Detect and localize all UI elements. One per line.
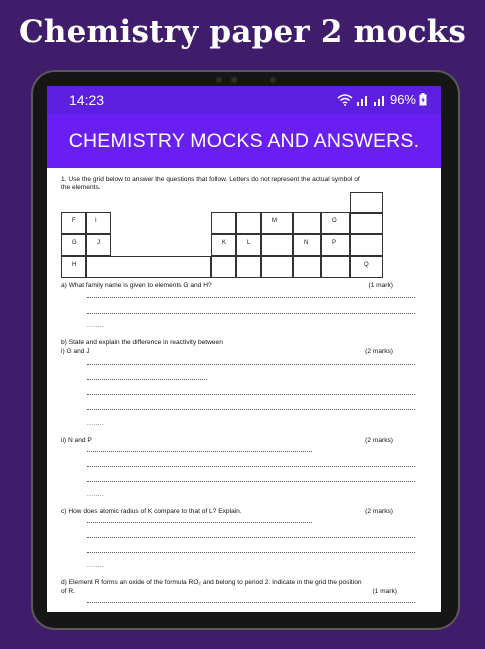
question-c-mark: (2 marks) <box>365 508 393 515</box>
question-a-mark: (1 mark) <box>368 282 393 289</box>
question-b-mark: (2 marks) <box>365 348 393 355</box>
document-page[interactable] <box>47 168 441 612</box>
answer-line <box>87 481 415 482</box>
grid-cell <box>321 212 350 234</box>
question-b-part-i: i) G and J <box>61 348 90 355</box>
answer-line <box>87 522 312 523</box>
grid-cell <box>61 212 86 234</box>
camera-icon <box>231 77 237 83</box>
app-title: CHEMISTRY MOCKS AND ANSWERS. <box>68 130 420 152</box>
question-d-text: d) Element R forms an oxide of the formula RO₂ and belong to period 2. Indicate in the grid the position <box>61 579 362 586</box>
battery-percent: 96% <box>389 92 416 107</box>
grid-cell <box>261 234 293 256</box>
answer-line <box>87 364 415 365</box>
answer-line <box>87 297 415 298</box>
question-c-text: c) How does atomic radius of K compare to that of L? Explain. <box>61 508 242 515</box>
grid-cell <box>261 256 293 278</box>
sensor-icon <box>270 77 276 83</box>
question-b-part-ii: ii) N and P <box>61 437 92 444</box>
grid-cell-top-right <box>350 192 383 214</box>
answer-ellipsis: ........ <box>87 421 105 427</box>
element-l: L <box>247 240 251 246</box>
element-f: F <box>72 218 76 224</box>
element-i: I <box>95 218 97 224</box>
promo-title: Chemistry paper 2 mocks <box>19 14 466 50</box>
element-n: N <box>304 240 309 246</box>
answer-line <box>87 394 415 395</box>
camera-icon <box>216 77 222 83</box>
answer-line <box>87 537 415 538</box>
element-g: G <box>72 240 77 246</box>
element-o: O <box>332 218 337 224</box>
element-j: J <box>97 240 100 246</box>
question-d-mark: (1 mark) <box>372 588 397 595</box>
grid-cell <box>321 256 350 278</box>
question-b-text: b) State and explain the difference in reactivity between <box>61 339 223 346</box>
grid-cell <box>350 256 383 278</box>
grid-cell <box>261 212 293 234</box>
answer-line <box>87 409 415 410</box>
element-p: P <box>332 240 337 246</box>
question-b2-mark: (2 marks) <box>365 437 393 444</box>
grid-cell <box>61 234 86 256</box>
grid-cell <box>211 212 236 234</box>
element-h: H <box>72 262 77 268</box>
element-q: Q <box>364 262 369 268</box>
answer-line <box>87 602 415 603</box>
grid-cell <box>61 256 86 278</box>
answer-line <box>87 466 415 467</box>
question-d-text-line2: of R. <box>61 588 75 595</box>
grid-cell <box>86 212 111 234</box>
device-screen <box>47 86 441 612</box>
answer-ellipsis: ........ <box>87 323 105 329</box>
grid-cell <box>236 256 261 278</box>
status-time: 14:23 <box>69 92 105 108</box>
answer-ellipsis: ........ <box>87 492 105 498</box>
grid-cell-gap <box>86 256 211 278</box>
grid-cell <box>293 212 321 234</box>
grid-cell <box>321 234 350 256</box>
question-intro-line2: the elements. <box>61 184 101 191</box>
element-k: K <box>222 240 227 246</box>
answer-ellipsis: ........ <box>87 563 105 569</box>
wifi-icon <box>337 94 353 106</box>
grid-cell <box>293 234 321 256</box>
grid-cell <box>86 234 111 256</box>
question-a-text: a) What family name is given to elements G and H? <box>61 282 212 289</box>
answer-line <box>87 552 415 553</box>
status-icons <box>337 92 427 107</box>
app-bar <box>47 114 441 168</box>
grid-cell <box>350 212 383 234</box>
signal-icon <box>373 94 387 106</box>
battery-icon <box>419 93 427 106</box>
status-bar <box>47 86 441 114</box>
answer-line <box>87 313 415 314</box>
answer-line <box>87 379 207 380</box>
grid-cell <box>293 256 321 278</box>
grid-cell <box>211 256 236 278</box>
signal-icon <box>356 94 370 106</box>
grid-cell <box>211 234 236 256</box>
grid-cell <box>350 234 383 256</box>
grid-cell <box>236 234 261 256</box>
answer-line <box>87 451 312 452</box>
grid-cell <box>236 212 261 234</box>
element-m: M <box>272 218 277 224</box>
question-intro-line1: 1. Use the grid below to answer the questions that follow. Letters do not represent the actual symbol of <box>61 176 360 183</box>
